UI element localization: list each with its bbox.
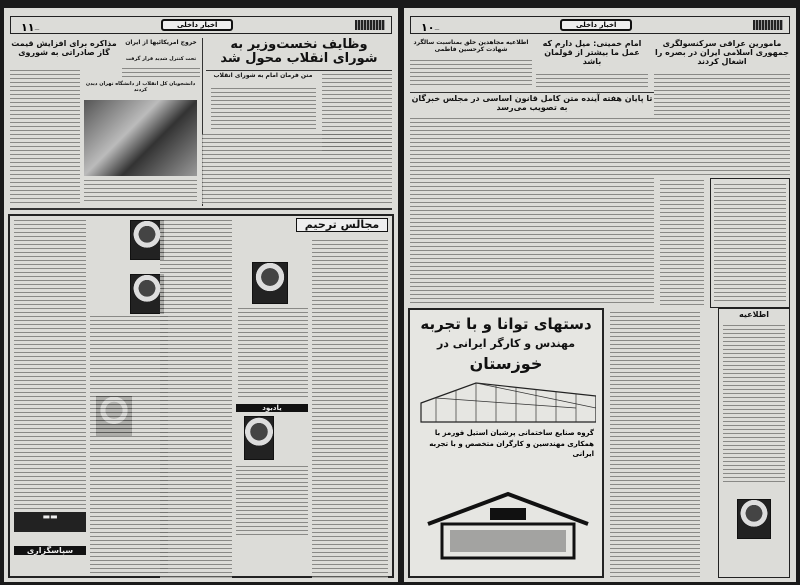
headline-2: امام خمینی: میل دارم که عمل ما بیشتر از قولمان باشد bbox=[542, 39, 642, 66]
main-headline: وظایف نخست‌وزیر به شورای انقلاب محول شد bbox=[220, 37, 378, 67]
notice-title: اطلاعیه bbox=[739, 310, 769, 319]
portrait bbox=[252, 262, 288, 304]
obituary-banner: ▬▬ bbox=[14, 512, 86, 532]
bottom-label: سپاسگزاری bbox=[14, 546, 86, 555]
advertisement[interactable] bbox=[408, 308, 604, 578]
ad-subtitle: مهندس و کارگر ایرانی در bbox=[436, 337, 576, 350]
newspaper-logo bbox=[355, 20, 385, 30]
ad-body: گروه صنایع ساختمانی پرشیان استیل فورمز با همکاری مهندسین و کارگران متخصص و با تجربه ایرانی bbox=[429, 429, 594, 458]
news-photo bbox=[84, 100, 197, 176]
house-logo-icon bbox=[424, 490, 592, 560]
page-number: ۱۰ bbox=[421, 20, 435, 34]
ad-title: دستهای توانا و با تجربه bbox=[420, 315, 592, 333]
company-logo bbox=[737, 499, 771, 539]
newspaper-logo bbox=[753, 20, 783, 30]
portrait bbox=[130, 220, 164, 260]
obituary-section bbox=[8, 214, 394, 578]
obituary-title: مجالس ترحیم bbox=[296, 218, 388, 232]
sub-headline: متن فرمان امام به شورای انقلاب bbox=[213, 72, 313, 79]
headline-1: مامورین عراقی سرکنسولگری جمهوری اسلامی ایران در بصره را اشغال کردند bbox=[655, 39, 789, 66]
page-number: ۱۱ bbox=[21, 20, 35, 34]
portrait bbox=[244, 416, 274, 460]
ad-region: خوزستان bbox=[469, 354, 543, 373]
page-header bbox=[410, 16, 790, 34]
left-newspaper-page bbox=[4, 8, 398, 582]
date-line: — bbox=[434, 26, 440, 33]
right-newspaper-page bbox=[404, 8, 796, 582]
steel-structure-illustration bbox=[416, 378, 596, 424]
headline-3: اطلاعیه مجاهدین خلق بمناسبت سالگرد شهادت کرحسین فاطمی bbox=[413, 39, 529, 53]
section-label: اخبار داخلی bbox=[560, 19, 632, 31]
memorial-title: یادبود bbox=[236, 404, 308, 412]
page-header bbox=[10, 16, 392, 34]
headline-2-sub: تحت کنترل شدید قرار گرفت bbox=[125, 56, 197, 62]
headline-3: مذاکره برای افزایش قیمت گاز صادراتی به شوروی bbox=[11, 39, 117, 57]
mid-headline: تا پایان هفته آینده متن کامل قانون اساسی در مجلس خبرگان به تصویب می‌رسد bbox=[411, 94, 653, 112]
section-label: اخبار داخلی bbox=[161, 19, 233, 31]
notice-box bbox=[718, 308, 790, 578]
photo-caption: دانشجویان کل انقلاب از دانشگاه تهران دیدن کردند bbox=[85, 81, 196, 93]
headline-2: خروج امریکائیها از ایران bbox=[125, 39, 197, 46]
portrait bbox=[130, 274, 164, 314]
date-line: — bbox=[34, 26, 40, 33]
